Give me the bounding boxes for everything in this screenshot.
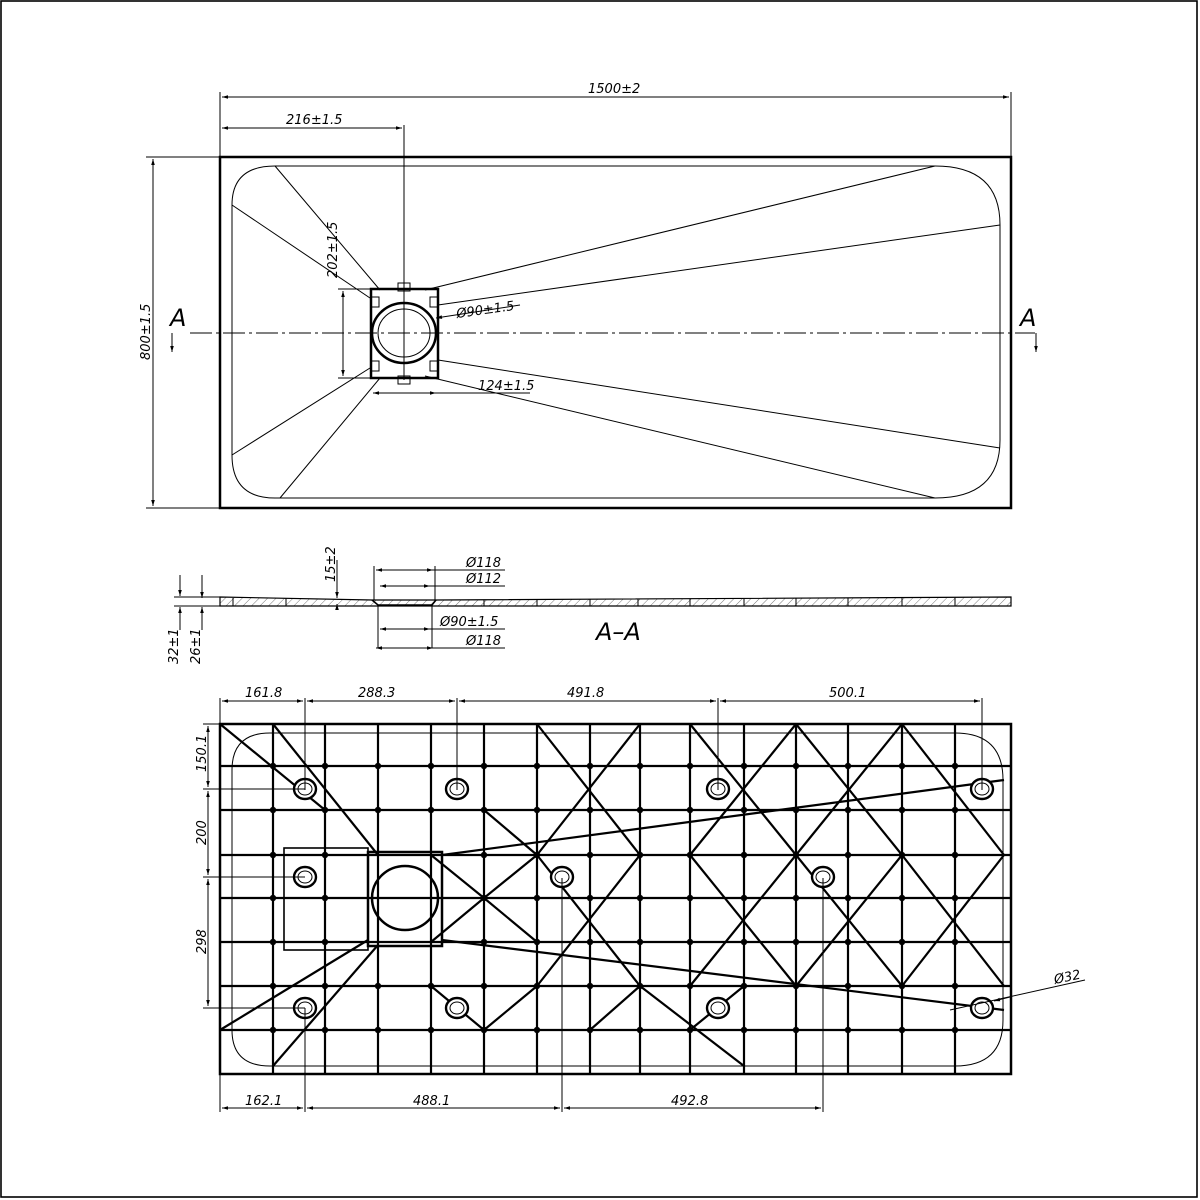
dim-bottom-spacing-3: 492.8	[671, 1094, 709, 1109]
grid-node	[899, 852, 905, 858]
dim-overall-width: 800±1.5	[139, 303, 154, 360]
grid-node	[481, 1027, 487, 1033]
grid-node	[741, 807, 747, 813]
grid-node	[322, 807, 328, 813]
grid-node	[322, 983, 328, 989]
slope-lines	[232, 166, 1000, 498]
grid-node	[952, 763, 958, 769]
section-profile	[220, 597, 1011, 606]
grid-node	[428, 763, 434, 769]
grid-node	[637, 1027, 643, 1033]
grid-node	[637, 807, 643, 813]
grid-node	[845, 807, 851, 813]
grid-node	[741, 852, 747, 858]
foot-hole	[446, 998, 468, 1018]
grid-node	[481, 807, 487, 813]
grid-node	[741, 983, 747, 989]
dim-bottom-bore: Ø90±1.5	[440, 615, 499, 630]
grid-node	[270, 983, 276, 989]
dim-hole-diameter: Ø32	[1052, 967, 1083, 988]
section-title: A–A	[596, 618, 641, 646]
dim-drain-box-width: 124±1.5	[478, 379, 535, 394]
dim-bottom-spacing-1: 162.1	[245, 1094, 283, 1109]
grid-node	[481, 895, 487, 901]
grid-node	[687, 983, 693, 989]
grid-node	[952, 983, 958, 989]
grid-node	[952, 895, 958, 901]
dim-depth-drop: 15±2	[324, 546, 339, 582]
grid-node	[534, 895, 540, 901]
dim-body-height: 26±1	[189, 628, 204, 664]
grid-node	[741, 939, 747, 945]
grid-node	[741, 895, 747, 901]
grid-node	[793, 1027, 799, 1033]
rib-diagonal	[590, 986, 640, 1030]
grid-node	[322, 1027, 328, 1033]
grid-node	[587, 807, 593, 813]
dim-total-height: 32±1	[167, 628, 182, 664]
grid-node	[270, 1027, 276, 1033]
grid-node	[687, 763, 693, 769]
rib-diagonal	[484, 986, 537, 1030]
grid-node	[845, 983, 851, 989]
grid-node	[741, 763, 747, 769]
grid-node	[375, 983, 381, 989]
dim-bottom-outer: Ø118	[466, 634, 502, 649]
grid-node	[845, 895, 851, 901]
dim-drain-box-height: 202±1.5	[326, 221, 341, 278]
grid-node	[270, 807, 276, 813]
grid-node	[587, 763, 593, 769]
grid-node	[587, 939, 593, 945]
grid-node	[534, 1027, 540, 1033]
dim-inner-diameter-top: Ø112	[466, 572, 502, 587]
grid-node	[793, 763, 799, 769]
grid-node	[534, 807, 540, 813]
rib-diagonal	[484, 855, 537, 898]
grid-node	[952, 807, 958, 813]
grid-node	[481, 852, 487, 858]
grid-node	[534, 763, 540, 769]
grid-node	[899, 939, 905, 945]
grid-node	[637, 895, 643, 901]
grid-node	[481, 763, 487, 769]
grid-node	[322, 895, 328, 901]
dim-drain-offset: 216±1.5	[286, 113, 343, 128]
grid-node	[587, 983, 593, 989]
grid-node	[587, 895, 593, 901]
grid-node	[845, 852, 851, 858]
dim-outer-diameter-top: Ø118	[466, 556, 502, 571]
grid-node	[899, 763, 905, 769]
grid-node	[845, 939, 851, 945]
section-view	[167, 546, 1011, 664]
grid-node	[637, 983, 643, 989]
grid-node	[637, 852, 643, 858]
grid-node	[793, 852, 799, 858]
grid-node	[481, 939, 487, 945]
grid-node	[687, 807, 693, 813]
grid-node	[534, 983, 540, 989]
grid-node	[270, 939, 276, 945]
grid-node	[534, 852, 540, 858]
grid-node	[952, 852, 958, 858]
dim-left-spacing-1: 150.1	[195, 734, 210, 772]
dim-left-spacing-2: 200	[195, 820, 210, 845]
grid-node	[428, 983, 434, 989]
grid-node	[270, 895, 276, 901]
foot-hole	[707, 998, 729, 1018]
grid-node	[952, 939, 958, 945]
grid-node	[899, 1027, 905, 1033]
section-marker-left: A	[170, 304, 187, 332]
dim-top-spacing-3: 491.8	[567, 686, 605, 701]
dim-top-spacing-4: 500.1	[829, 686, 867, 701]
grid-node	[534, 939, 540, 945]
grid-node	[952, 1027, 958, 1033]
grid-node	[793, 807, 799, 813]
rib-grid	[220, 724, 1011, 1074]
section-marker-right: A	[1020, 304, 1037, 332]
grid-node	[845, 763, 851, 769]
dim-top-spacing-2: 288.3	[358, 686, 396, 701]
grid-node	[587, 1027, 593, 1033]
grid-node	[481, 983, 487, 989]
grid-node	[637, 939, 643, 945]
grid-node	[322, 763, 328, 769]
top-dimensions	[139, 82, 1011, 508]
rib-diagonals	[220, 724, 1004, 1066]
grid-node	[375, 807, 381, 813]
top-view	[139, 82, 1036, 508]
grid-node	[270, 763, 276, 769]
dim-top-spacing-1: 161.8	[245, 686, 283, 701]
grid-node	[637, 763, 643, 769]
grid-node	[428, 807, 434, 813]
rib-diagonal	[484, 898, 537, 942]
dim-drain-diameter: Ø90±1.5	[455, 298, 516, 322]
grid-node	[322, 939, 328, 945]
tray-inner-edge	[232, 166, 1000, 498]
grid-node	[687, 852, 693, 858]
dim-bottom-spacing-2: 488.1	[413, 1094, 451, 1109]
grid-node	[322, 852, 328, 858]
grid-node	[270, 852, 276, 858]
grid-node	[375, 1027, 381, 1033]
grid-node	[793, 895, 799, 901]
bottom-view	[195, 686, 1085, 1112]
grid-node	[741, 1027, 747, 1033]
grid-node	[587, 852, 593, 858]
grid-node	[687, 939, 693, 945]
rib-diagonal	[431, 855, 484, 898]
dim-left-spacing-3: 298	[195, 929, 210, 954]
rib-diagonal	[431, 898, 484, 942]
grid-node	[793, 983, 799, 989]
grid-node	[375, 763, 381, 769]
grid-node	[687, 895, 693, 901]
grid-node	[793, 939, 799, 945]
grid-node	[899, 983, 905, 989]
grid-node	[428, 1027, 434, 1033]
grid-node	[687, 1027, 693, 1033]
grid-node	[845, 1027, 851, 1033]
grid-node	[899, 895, 905, 901]
dim-overall-length: 1500±2	[588, 82, 641, 97]
grid-node	[899, 807, 905, 813]
